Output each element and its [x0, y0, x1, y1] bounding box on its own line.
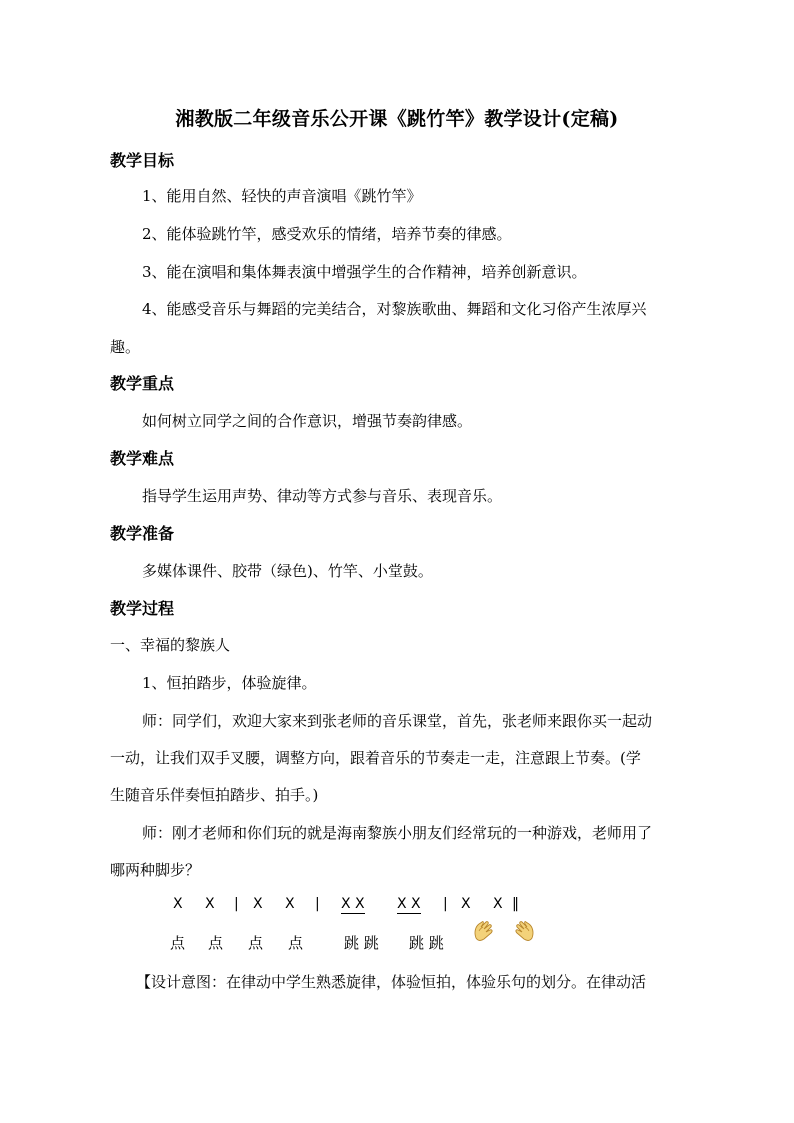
rhythm-word: 点	[248, 934, 264, 952]
heading-goals: 教学目标	[110, 151, 175, 170]
part1-title: 一、幸福的黎族人	[110, 636, 231, 654]
rhythm-note-pair: X X	[397, 896, 421, 912]
rhythm-note: X	[205, 896, 215, 912]
para1-line2: 一动，让我们双手叉腰，调整方向，跟着音乐的节奏走一走，注意跟上节奏。(学	[110, 749, 641, 767]
prep-text: 多媒体课件、胶带（绿色)、竹竿、小堂鼓。	[142, 562, 433, 580]
rhythm-barline: |	[234, 896, 239, 912]
rhythm-barline: |	[443, 896, 448, 912]
rhythm-note: X	[253, 896, 263, 912]
para1-line3: 生随音乐伴奏恒拍踏步、拍手。)	[110, 786, 319, 804]
design-intent: 【设计意图：在律动中学生熟悉旋律，体验恒拍，体验乐句的划分。在律动活	[136, 973, 647, 991]
goal-item-4-cont: 趣。	[110, 338, 141, 356]
difficulty-text: 指导学生运用声势、律动等方式参与音乐、表现音乐。	[142, 487, 503, 505]
rhythm-word: 点	[208, 934, 224, 952]
rhythm-note: X	[461, 896, 471, 912]
para2-line2: 哪两种脚步？	[110, 861, 201, 879]
goal-item-1: 1、能用自然、轻快的声音演唱《跳竹竿》	[142, 187, 422, 205]
heading-prep: 教学准备	[110, 524, 175, 543]
heading-process: 教学过程	[110, 599, 175, 618]
heading-difficulty: 教学难点	[110, 449, 175, 468]
rhythm-word: 跳 跳	[409, 934, 444, 952]
rhythm-barline: |	[315, 896, 320, 912]
rhythm-word: 点	[288, 934, 304, 952]
para1-line1: 师：同学们，欢迎大家来到张老师的音乐课堂，首先，张老师来跟你买一起动	[142, 712, 653, 730]
goal-item-4: 4、能感受音乐与舞蹈的完美结合，对黎族歌曲、舞蹈和文化习俗产生浓厚兴	[142, 300, 647, 318]
clap-hands-icon	[471, 918, 497, 944]
rhythm-word: 跳 跳	[344, 934, 379, 952]
rhythm-double-barline: ‖	[512, 896, 519, 912]
rhythm-note: X	[493, 896, 503, 912]
rhythm-note: X	[285, 896, 295, 912]
goal-item-2: 2、能体验跳竹竿，感受欢乐的情绪，培养节奏的律感。	[142, 225, 512, 243]
heading-focus: 教学重点	[110, 374, 175, 393]
rhythm-note-pair: X X	[341, 896, 365, 912]
rhythm-word: 点	[170, 934, 186, 952]
page-title: 湘教版二年级音乐公开课《跳竹竿》教学设计(定稿)	[175, 108, 619, 130]
rhythm-note: X	[173, 896, 183, 912]
para2-line1: 师：刚才老师和你们玩的就是海南黎族小朋友们经常玩的一种游戏，老师用了	[142, 824, 653, 842]
clap-hands-icon	[509, 918, 537, 944]
step1-title: 1、恒拍踏步，体验旋律。	[142, 674, 317, 692]
focus-text: 如何树立同学之间的合作意识，增强节奏韵律感。	[142, 412, 473, 430]
goal-item-3: 3、能在演唱和集体舞表演中增强学生的合作精神，培养创新意识。	[142, 263, 587, 281]
